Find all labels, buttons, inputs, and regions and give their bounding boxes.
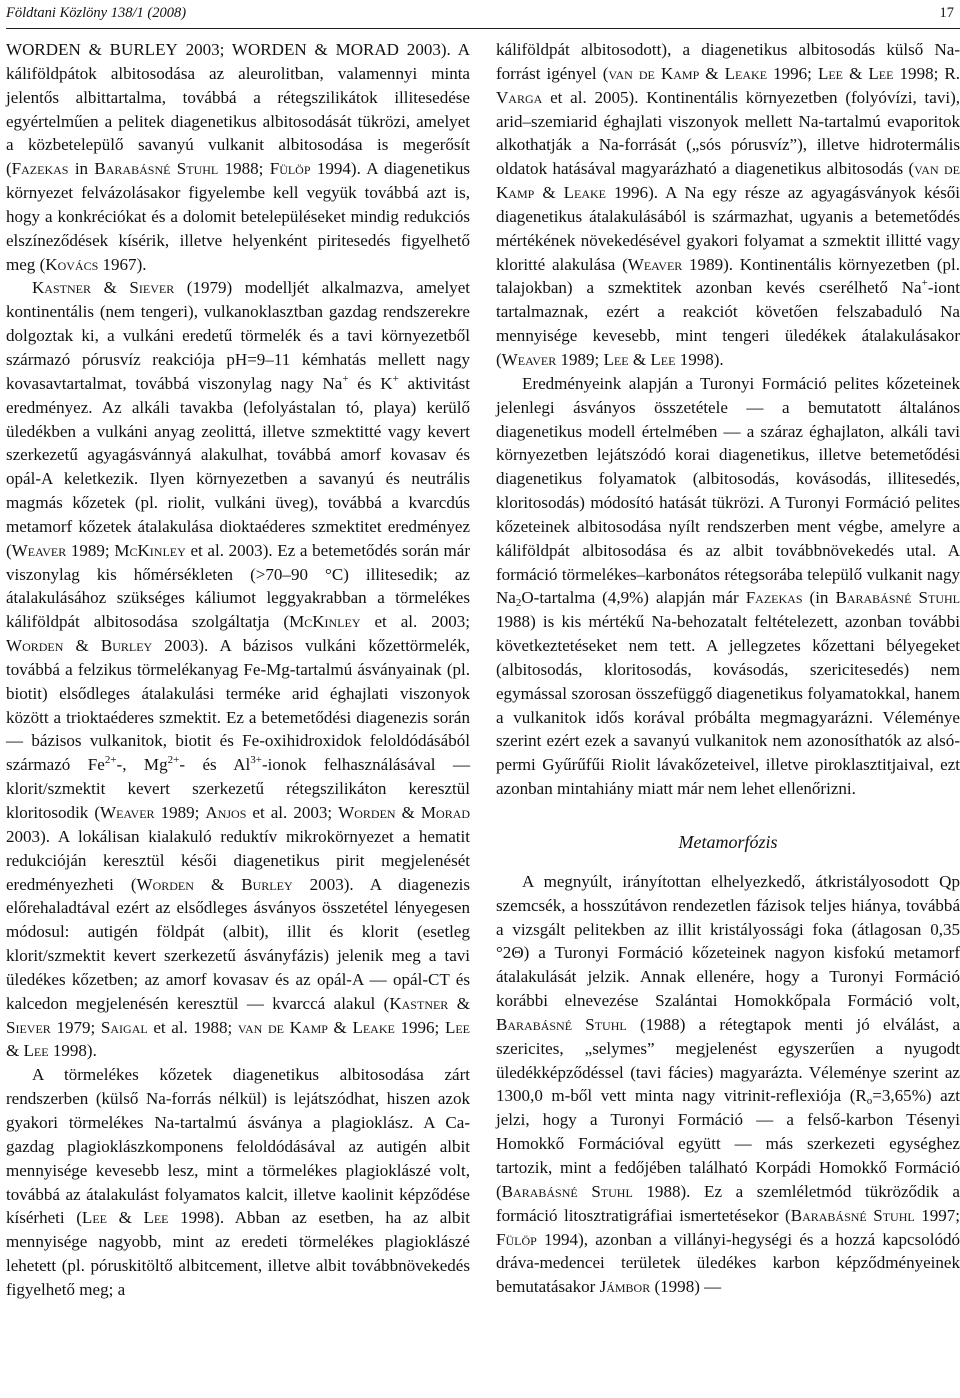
- citation: Fülöp: [496, 1229, 537, 1249]
- citation: Barabásné Stuhl: [790, 1205, 915, 1225]
- citation: van de Kamp: [237, 1017, 328, 1037]
- citation: Lee: [817, 63, 844, 83]
- section-title: Metamorfózis: [678, 832, 778, 852]
- citation: Fazekas: [11, 159, 69, 179]
- citation: Barabásné Stuhl: [94, 159, 219, 179]
- citation: Siever: [129, 278, 175, 298]
- citation: Lee: [81, 1208, 107, 1228]
- citation: Lee: [868, 63, 894, 83]
- citation: Anjos: [205, 803, 247, 822]
- paragraph: Kastner & Siever (1979) modelljét alkalmazva, amelyet kontinentális (nem tengeri), vulkanoklasztban gazdag rendszerekre dolgoztak ki, a vulkáni eredetű törmelék és a tavi környezetből származó pórusvíz reakciója pH=9–11 kémhatás mellett nagy kovasavtartalmat, továbbá viszonylag nagy Na+ és K+ aktivitást eredményez. Az alkáli tavakba (lefolyástalan tó, playa) kerülő üledékben a vulkáni anyag zeolittá, illetve szmektitté vagy kevert szerkezetű agyagásvánnyá alakulhat, továbbá amorf kovasav és opál-A keletkezik. Ilyen környezetben a savanyú és neutrális magmás kőzetek (pl. riolit, vulkáni üveg), továbbá a kvarcdús metamorf kőzetek átalakulása dioktaéderes szmektitet eredményez (Weaver 1989; McKinley et al. 2003). Ez a betemetődés során már viszonylag kis hőmérsékleten (>70–90 °C) illitesedik; az átalakulásához szükséges káliumot leggyakrabban a törmelékes káliföldpát albitosodása szolgáltatja (McKinley et al. 2003; Worden & Burley 2003). A bázisos vulkáni kőzettörmelék, továbbá a felzikus törmelékanyag Fe-Mg-tartalmú ásványainak (pl. biotit) elsődleges átalakulási terméke arid éghajlati viszonyok között a trioktaéderes szmektit. Ez a betemetődési diagenezis során — bázisos vulkanitok, biotit és Fe-oxihidroxidok feloldódásából származó $Fe^{2+}-$, $Mg^{2+}-$ és $Al^{3+}$-ionok felhasználásával — klorit/szmektit kevert szerkezetű rétegszilikáton keresztül kloritosodik (Weaver 1989; Anjos et al. 2003; Worden & Morad 2003). A lokálisan kialakuló reduktív mikrokörnyezet a hematit redukcióján keresztül késői diagenetikus pirit megjelenését eredményezheti (Worden & Burley 2003). A diagenezis előrehaladtával ezért az elsődleges ásványos összetétel lényegesen módosul: autigén földpát (albit), illit és klorit (esetleg klorit/szmektit kevert szerkezetű ásványfázis) jelenik meg a tavi üledékes kőzetben; az amorf kovasav és az opál-A — opál-CT és kalcedon megjelenésén keresztül — kvarccá alakul (Kastner & Siever 1979; Saigal et al. 1988; van de Kamp & Leake 1996; Lee & Lee 1998).: [6, 278, 471, 1061]
- citation: Siever: [6, 1017, 51, 1037]
- citation: Lee: [603, 349, 629, 369]
- paragraph: A törmelékes kőzetek diagenetikus albitosodása zárt rendszerben (külső Na-forrás nélkül) is lejátszódhat, hiszen azok gyakori törmelékes Na-tartalmú ásványa a plagioklász. A Ca-gazdag plagioklászkomponens feloldódásával az autigén albit mennyisége kevesebb lesz, mint a törmelékes plagioklászé volt, továbbá az átalakulást folyamatos kalcit, illetve kaolinit képződése kísérheti (Lee & Lee 1998). Abban az esetben, ha az albit mennyisége nagyobb, mint az eredeti törmelékes plagioklászé lehetett (pl. póruskitöltő albitcement, illetve albit továbbnövekedés figyelhető meg; a: [6, 1065, 471, 1299]
- paragraph: Eredményeink alapján a Turonyi Formáció pelites kőzeteinek jelenlegi ásványos összetétele — a bemutatott általános diagenetikus modell értelmében — a száraz éghajlaton, alkáli tavi környezetben lejátszódó korai diagenetikus, illetve betemetődési diagenetikus folyamatok (albitosodás, kovásodás, illitesedés, kloritosodás) módosító hatását tükrözi. A Turonyi Formáció pelites kőzeteinek albitosodása nyílt rendszerben ment végbe, amelyre a káliföldpát albitosodása és az albit továbbnövekedés utal. A formáció törmelékes–karbonátos rétegsorába települő vulkanit nagy $Na_2O$-tartalma (4,9%) alapján már Fazekas (in Barabásné Stuhl 1988) is kis mértékű Na-behozatalt feltételezett, azonban további következtetéseket nem tett. A jellegzetes kőzettani bélyegeket (albitosodás, kloritosodás, kovásodás, szericitesedés) nem egymással szorosan összefüggő diagenetikus folyamatokkal, hanem a vulkanitok idős korával próbálta megmagyarázni. Véleménye szerint ezért ezek a savanyú vulkanitok nem azonosíthatók az alsó-permi Gyűrűfűi Riolit lávakőzeteivel, illetve piroklasztitjaival, ezt azonban mintahiány miatt már nem lehet ellenőrizni.: [496, 373, 960, 799]
- citation: Weaver: [501, 349, 557, 369]
- citation: Fazekas: [745, 588, 803, 608]
- page-header: [6, 0, 954, 26]
- citation: Worden: [338, 803, 396, 822]
- citation: Kovács: [45, 254, 99, 274]
- citation: Saigal: [100, 1017, 148, 1037]
- citation: Weaver: [627, 254, 683, 274]
- citation: Leake: [724, 63, 768, 83]
- left-column: [6, 38, 470, 1302]
- paragraph: káliföldpát albitosodott), a diagenetikus albitosodás külső Na-forrást igényel (van de Kamp & Leake 1996; Lee & Lee 1998; R. Varga et al. 2005). Kontinentális környezetben (folyóvízi, tavi), arid–szemiarid éghajlati viszonyok mellett Na-tartalmú evaporitok alkothatják a Na-forrását („sós pórusvíz”), illetve hidrotermális oldatok hatásával magyarázható a diagenetikus albitosodás (van de Kamp & Leake 1996). A Na egy része az agyagásványok késői diagenetikus átalakulásából is származhat, ugyanis a betemetődés mértékének növekedésével gyakori folyamat a szmektit illitté vagy kloritté alakulása (Weaver 1989). Kontinentális környezetben (pl. talajokban) a szmektitek azonban kevés cserélhető Na+-iont tartalmaznak, ezért a reakciót követően felszabaduló Na mennyisége kevesebb, mint tengeri üledékek átalakulásakor (Weaver 1989; Lee & Lee 1998).: [496, 40, 960, 369]
- citation: Barabásné Stuhl: [835, 588, 960, 608]
- citation: van de Kamp: [608, 63, 700, 83]
- citation: van de Kamp: [496, 159, 960, 203]
- page-number: 17: [939, 5, 954, 21]
- citation: Barabásné Stuhl: [496, 1014, 627, 1034]
- citation: McKinley: [114, 540, 186, 560]
- paragraph: WORDEN & BURLEY 2003; WORDEN & MORAD 2003). A káliföldpátok albitosodása az aleurolitban, valamennyi minta jelentős albittartalma, továbbá a rétegszilikátok illitesedése egyértelműen a pelitek diagenetikus albitosodását tükrözi, amelyet a közbetelepülő savanyú vulkanit albitosodása is megerősít (Fazekas in Barabásné Stuhl 1988; Fülöp 1994). A diagenetikus környezet felvázolásakor figyelembe kell vegyük továbbá azt is, hogy a konkréciókat és a dolomit betelepüléseket mindig redukciós elszíneződések kísérik, illetve helyenként piritesedés figyelhető meg (Kovács 1967).: [6, 40, 471, 274]
- citation: Jámbor: [599, 1277, 651, 1297]
- citation: Burley: [241, 874, 293, 894]
- right-column: [496, 38, 960, 1299]
- citation: Kastner: [32, 278, 91, 298]
- citation: Weaver: [100, 803, 155, 822]
- citation: Kastner: [389, 993, 449, 1013]
- journal-name: Földtani Közlöny 138/1 (2008): [6, 5, 187, 21]
- header-rule: [6, 28, 960, 29]
- citation: McKinley: [289, 612, 361, 632]
- citation: Fülöp: [269, 159, 311, 179]
- citation: Burley: [100, 636, 153, 656]
- citation: Lee: [444, 1017, 471, 1037]
- citation: Worden: [136, 874, 194, 894]
- citation: Barabásné Stuhl: [501, 1181, 633, 1201]
- citation: Leake: [563, 183, 606, 203]
- citation: Morad: [420, 803, 471, 822]
- citation: Weaver: [11, 540, 67, 560]
- citation: Lee: [23, 1041, 49, 1061]
- citation: Lee: [650, 349, 676, 369]
- citation: Varga: [496, 87, 543, 107]
- paragraph: A megnyúlt, irányítottan elhelyezkedő, átkristályosodott Qp szemcsék, a hosszútávon rendezetlen fázisok teljes hiánya, továbbá a vizsgált pelitekben az illit kristályossági foka (átlagosan 0,35 °2Θ) a Turonyi Formáció kőzeteinek nagyon kisfokú metamorf átalakulását jelzik. Annak ellenére, hogy a Turonyi Formáció korábbi elnevezése Szalántai Homokkőpala Formáció volt, Barabásné Stuhl (1988) a rétegtapok menti jó elválást, a szericites, „selymes” megjelenést egyszerűen a nyugodt üledékképződéssel (tavi fácies) magyarázta. Véleménye szerint az 1300,0 m-ből vett minta nagy vitrinit-reflexiója $(R_o=3,65\%)$ azt jelzi, hogy a Turonyi Formáció — a felső-karbon Tésenyi Homokkő Formációval együtt — más szerkezeti egységhez tartozik, mint a fedőjében található Korpádi Homokkő Formáció (Barabásné Stuhl 1988). Ez a szemléletmód tükröződik a formáció litosztratigráfiai ismertetésekor (Barabásné Stuhl 1997; Fülöp 1994), azonban a villányi-hegységi és a hozzá kapcsolódó dráva-medencei területek üledékes karbon képződményeinek bemutatásakor Jámbor (1998) —: [496, 871, 960, 1297]
- citation: Worden: [6, 636, 64, 656]
- citation: Lee: [143, 1208, 169, 1228]
- citation: Leake: [352, 1017, 395, 1037]
